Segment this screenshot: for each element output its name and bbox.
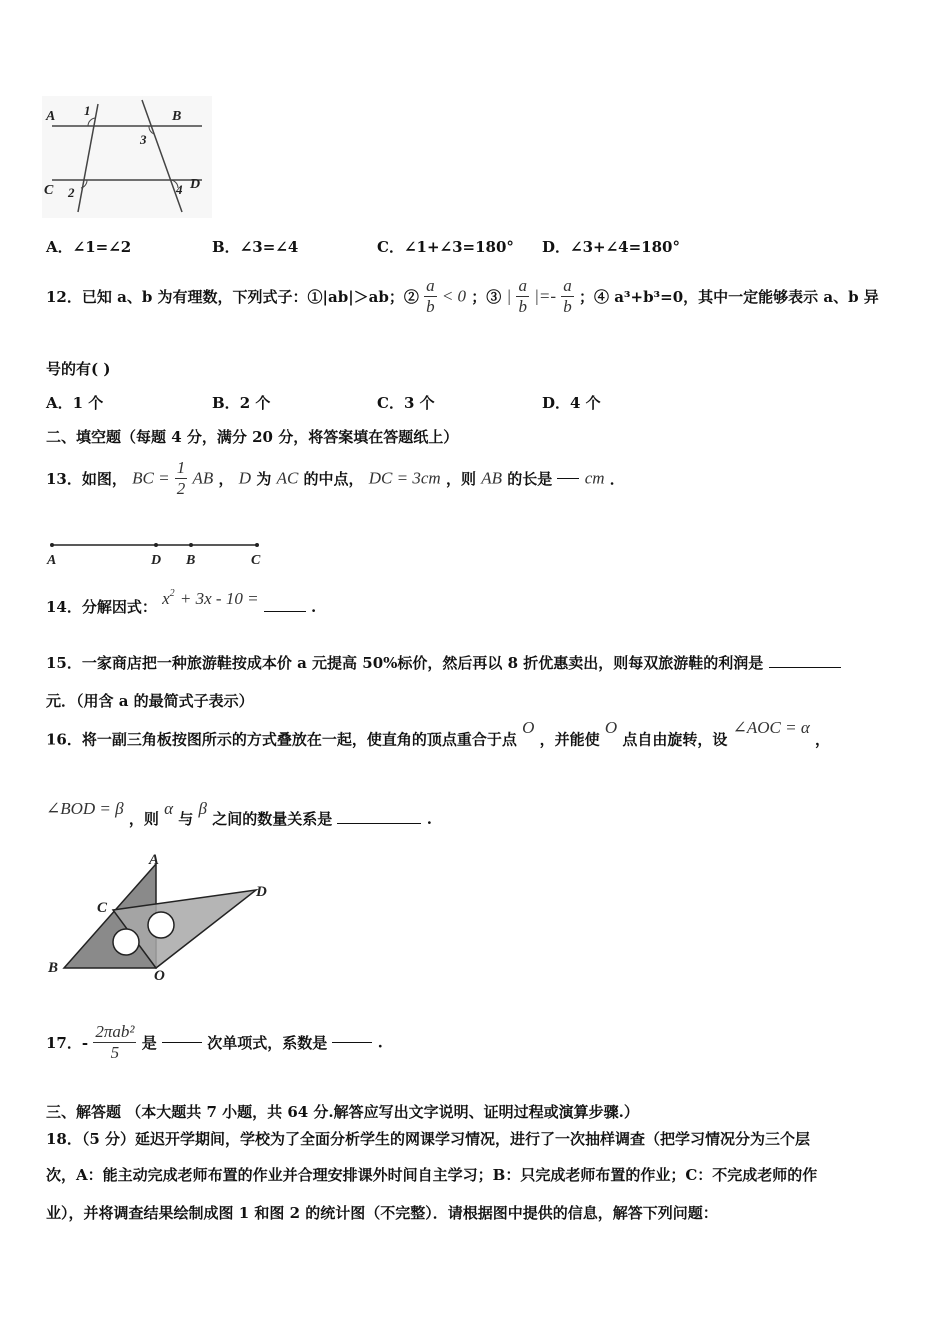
q16-answer-blank[interactable] — [337, 823, 421, 824]
question-15-line1: 15．一家商店把一种旅游鞋按成本价 a 元提高 50%标价，然后再以 8 折优惠卖出，则每双旅游鞋的利润是 — [46, 652, 841, 673]
hole-left — [113, 929, 139, 955]
q11-option-a[interactable]: A．∠1=∠2 — [46, 238, 132, 256]
q18-line3: 业），并将调查结果绘制成图 1 和图 2 的统计图（不完整）．请根据图中提供的信息，解答下列问题： — [46, 1204, 718, 1222]
question-12: 12．已知 a、b 为有理数，下列式子：①|ab|＞ab；② $\frac{a}{b}$ < 0 ；③ | $\frac{a}{b}$ |=- $\frac{a}{b}$ ；④ a³+b³=0，其中一定能够表示 a、b 异 — [46, 276, 879, 316]
vertex-o-label: O — [154, 968, 165, 984]
q12-option-c[interactable]: C．3 个 — [377, 394, 435, 412]
point-c-label: C — [251, 553, 261, 568]
q18-line2: 次，A：能主动完成老师布置的作业并合理安排课外时间自主学习；B：只完成老师布置的作业；C：不完成老师的作 — [46, 1166, 818, 1184]
point-d-label: D — [151, 553, 162, 568]
q11-option-d[interactable]: D．∠3+∠4=180° — [542, 238, 680, 256]
q17-degree-blank[interactable] — [162, 1042, 202, 1043]
set-squares-figure — [42, 852, 278, 986]
q11-option-c[interactable]: C．∠1+∠3=180° — [377, 238, 514, 256]
q14-answer-blank[interactable] — [264, 611, 306, 612]
q12-option-b[interactable]: B．2 个 — [212, 394, 271, 412]
angle-1-label: 1 — [84, 103, 91, 118]
q12-line2: 号的有( ) — [46, 360, 111, 378]
label-a: A — [46, 109, 56, 124]
point-b-label: B — [186, 553, 196, 568]
label-d: D — [190, 177, 201, 192]
angle-4-label: 4 — [176, 182, 183, 197]
q15-answer-blank[interactable] — [769, 667, 841, 668]
question-15-line2: 元．（用含 a 的最简式子表示） — [46, 692, 254, 710]
question-17: 17．- $\frac{\text{2πab²}}{5}$ 是 次单项式，系数是 . — [46, 1022, 383, 1062]
q18-line1: 18．（5 分）延迟开学期间，学校为了全面分析学生的网课学习情况，进行了一次抽样调查（把学习情况分为三个层 — [46, 1130, 811, 1148]
vertex-d-label: D — [256, 884, 267, 900]
vertex-b-label: B — [48, 960, 59, 976]
q13-answer-blank[interactable] — [557, 478, 579, 479]
question-16-line2: ∠BOD = β ，则 α 与 β 之间的数量关系是 . — [46, 799, 432, 828]
hole-right — [148, 912, 174, 938]
q12-option-d[interactable]: D．4 个 — [542, 394, 601, 412]
angle-2-label: 2 — [68, 185, 75, 200]
segment-figure — [44, 536, 268, 570]
question-13: 13．如图， BC = $\frac{1}{2}$ AB ， D 为 AC 的中点， DC = 3cm ，则 AB 的长是 cm ． — [46, 458, 625, 498]
label-c: C — [44, 183, 54, 198]
section-2-title: 二、填空题（每题 4 分，满分 20 分，将答案填在答题纸上） — [46, 428, 459, 446]
question-14: 14．分解因式： $x^2 + 3x - 10$ = . — [46, 588, 317, 616]
q12-option-a[interactable]: A．1 个 — [46, 394, 104, 412]
vertex-a-label: A — [149, 852, 160, 868]
vertex-c-label: C — [97, 900, 108, 916]
point-a-label: A — [47, 553, 57, 568]
label-b: B — [172, 109, 182, 124]
question-16-line1: 16．将一副三角板按图所示的方式叠放在一起，使直角的顶点重合于点 O ，并能使 O 点自由旋转，设 ∠AOC = α ， — [46, 718, 831, 749]
q11-option-b[interactable]: B．∠3=∠4 — [212, 238, 299, 256]
q17-coefficient-blank[interactable] — [332, 1042, 372, 1043]
parallel-lines-figure — [42, 96, 212, 218]
section-3-title: 三、解答题 （本大题共 7 小题，共 64 分.解答应写出文字说明、证明过程或演算步骤.） — [46, 1103, 639, 1121]
angle-3-label: 3 — [140, 132, 147, 147]
